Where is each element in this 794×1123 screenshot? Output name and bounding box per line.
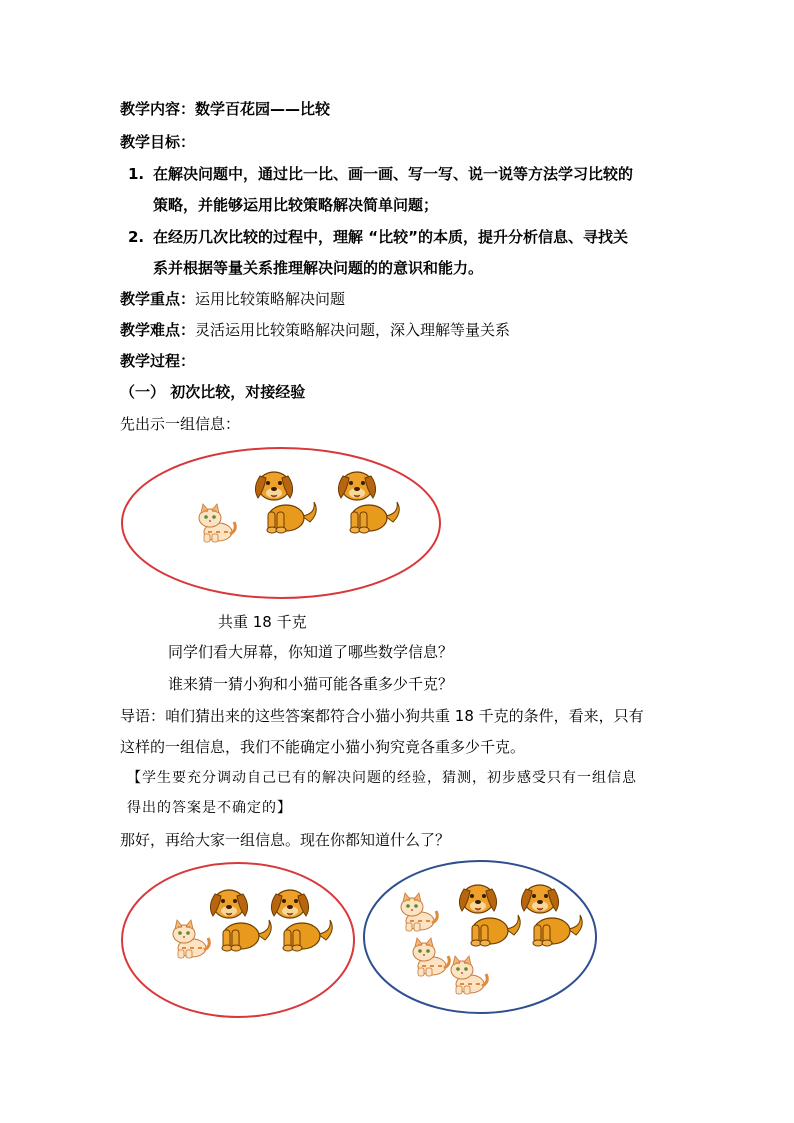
- cat-icon: [199, 504, 235, 542]
- cat-icon: [451, 956, 487, 994]
- content-value: 数学百花园——比较: [195, 100, 331, 118]
- goal-2-line2: 系并根据等量关系推理解决问题的的意识和能力。: [153, 259, 484, 277]
- cat-icon: [413, 938, 449, 976]
- goal-1-line2: 策略，并能够运用比较策略解决简单问题；: [153, 196, 439, 214]
- question-1: 同学们看大屏幕，你知道了哪些数学信息？: [168, 643, 454, 661]
- cat-icon: [401, 893, 437, 931]
- note-line-2: 得出的答案是不确定的】: [127, 800, 292, 816]
- dog-icon: [521, 885, 582, 946]
- content-label: 教学内容：: [120, 100, 196, 118]
- group-1-caption: 共重 18 千克: [218, 613, 307, 631]
- goal-1-line1: 在解决问题中，通过比一比、画一画、写一写、说一说等方法学习比较的: [153, 165, 634, 183]
- dog-icon: [210, 890, 271, 951]
- difficulty-label: 教学难点：: [120, 321, 196, 339]
- next-text: 那好，再给大家一组信息。现在你都知道什么了？: [120, 831, 451, 849]
- cat-icon: [173, 920, 209, 958]
- goal-2-number: 2.: [128, 228, 145, 246]
- guide-line-1: 导语：咱们猜出来的这些答案都符合小猫小狗共重 18 千克的条件，看来，只有: [120, 707, 644, 725]
- key-point-label: 教学重点：: [120, 290, 196, 308]
- dog-icon: [271, 890, 332, 951]
- goal-1-number: 1.: [128, 165, 145, 183]
- dog-icon: [459, 885, 520, 946]
- dog-icon: [338, 472, 399, 533]
- key-point-value: 运用比较策略解决问题: [195, 290, 346, 308]
- question-2: 谁来猜一猜小狗和小猫可能各重多少千克？: [168, 675, 454, 693]
- intro-text: 先出示一组信息：: [120, 415, 241, 433]
- guide-line-2: 这样的一组信息，我们不能确定小猫小狗究竟各重多少千克。: [120, 738, 526, 756]
- dog-icon: [255, 472, 316, 533]
- process-label: 教学过程：: [120, 352, 196, 370]
- goals-label: 教学目标：: [120, 133, 196, 151]
- difficulty-value: 灵活运用比较策略解决问题，深入理解等量关系: [195, 321, 511, 339]
- note-line-1: 【学生要充分调动自己已有的解决问题的经验，猜测，初步感受只有一组信息: [127, 770, 637, 786]
- section-1-title: （一） 初次比较，对接经验: [120, 383, 306, 401]
- goal-2-line1: 在经历几次比较的过程中，理解 “比较”的本质，提升分析信息、寻找关: [153, 228, 628, 246]
